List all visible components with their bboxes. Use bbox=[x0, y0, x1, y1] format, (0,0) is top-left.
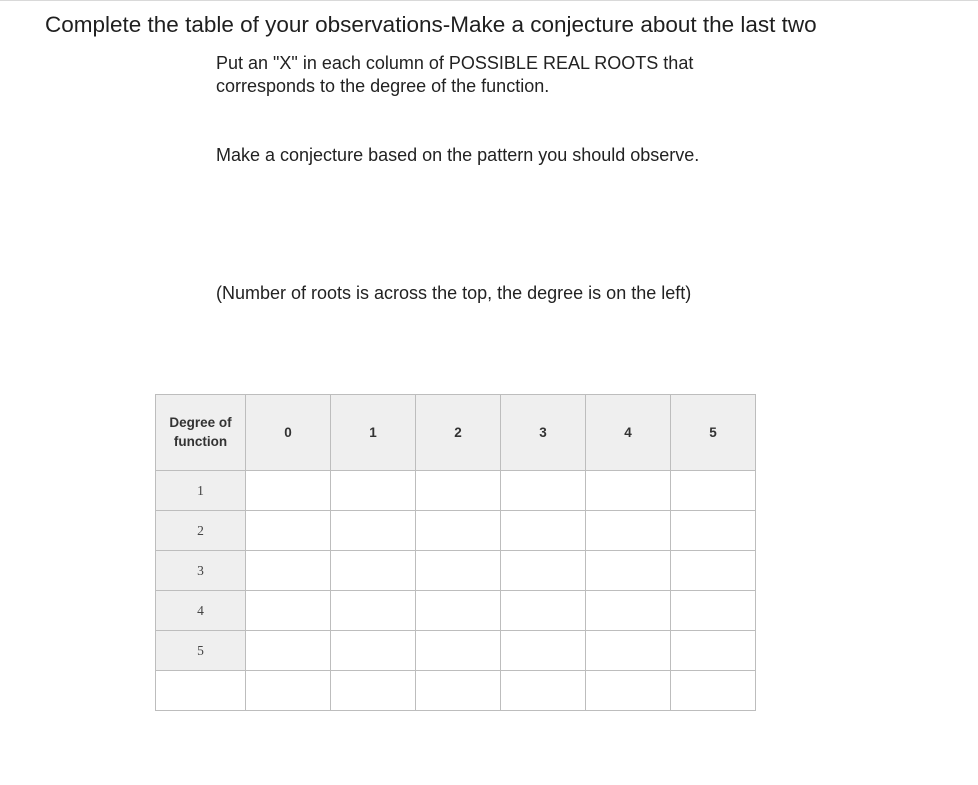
answer-cell[interactable] bbox=[416, 631, 501, 671]
answer-cell[interactable] bbox=[246, 631, 331, 671]
answer-cell[interactable] bbox=[501, 591, 586, 631]
degree-cell-empty[interactable] bbox=[156, 671, 246, 711]
answer-cell[interactable] bbox=[501, 671, 586, 711]
roots-header-2: 2 bbox=[416, 395, 501, 471]
table-row bbox=[156, 511, 756, 551]
answer-cell[interactable] bbox=[671, 551, 756, 591]
answer-cell[interactable] bbox=[586, 511, 671, 551]
answer-cell[interactable] bbox=[501, 551, 586, 591]
answer-cell[interactable] bbox=[586, 591, 671, 631]
answer-cell[interactable] bbox=[416, 471, 501, 511]
answer-cell[interactable] bbox=[671, 631, 756, 671]
answer-cell[interactable] bbox=[501, 511, 586, 551]
answer-cell[interactable] bbox=[331, 671, 416, 711]
instruction-conjecture: Make a conjecture based on the pattern you should observe. bbox=[216, 145, 700, 165]
answer-cell[interactable] bbox=[671, 671, 756, 711]
degree-header: Degree of function bbox=[156, 395, 246, 471]
roots-header-1: 1 bbox=[331, 395, 416, 471]
answer-cell[interactable] bbox=[331, 551, 416, 591]
answer-cell[interactable] bbox=[416, 551, 501, 591]
roots-header-0: 0 bbox=[246, 395, 331, 471]
answer-cell[interactable] bbox=[246, 551, 331, 591]
answer-cell[interactable] bbox=[416, 511, 501, 551]
roots-header-3: 3 bbox=[501, 395, 586, 471]
answer-cell[interactable] bbox=[331, 471, 416, 511]
degree-cell: 1 bbox=[156, 471, 246, 511]
answer-cell[interactable] bbox=[586, 471, 671, 511]
observation-table bbox=[155, 394, 756, 711]
answer-cell[interactable] bbox=[416, 591, 501, 631]
answer-cell[interactable] bbox=[671, 591, 756, 631]
top-divider bbox=[0, 0, 978, 1]
answer-cell[interactable] bbox=[671, 511, 756, 551]
degree-cell: 4 bbox=[156, 591, 246, 631]
answer-cell[interactable] bbox=[586, 671, 671, 711]
instruction-mark-x: Put an "X" in each column of POSSIBLE REAL ROOTS that corresponds to the degree of the function. bbox=[216, 53, 694, 96]
roots-header-4: 4 bbox=[586, 395, 671, 471]
table-row bbox=[156, 471, 756, 511]
table-row bbox=[156, 631, 756, 671]
answer-cell[interactable] bbox=[331, 511, 416, 551]
table-header-row bbox=[156, 395, 756, 471]
table-row bbox=[156, 551, 756, 591]
answer-cell[interactable] bbox=[246, 591, 331, 631]
answer-cell[interactable] bbox=[586, 551, 671, 591]
answer-cell[interactable] bbox=[501, 471, 586, 511]
answer-cell[interactable] bbox=[246, 471, 331, 511]
answer-cell[interactable] bbox=[246, 671, 331, 711]
table-row bbox=[156, 591, 756, 631]
degree-cell: 5 bbox=[156, 631, 246, 671]
degree-cell: 2 bbox=[156, 511, 246, 551]
answer-cell[interactable] bbox=[246, 511, 331, 551]
page-title: Complete the table of your observations-Make a conjecture about the last two bbox=[45, 12, 817, 37]
answer-cell[interactable] bbox=[331, 631, 416, 671]
roots-header-5: 5 bbox=[671, 395, 756, 471]
degree-cell: 3 bbox=[156, 551, 246, 591]
answer-cell[interactable] bbox=[416, 671, 501, 711]
answer-cell[interactable] bbox=[586, 631, 671, 671]
answer-cell[interactable] bbox=[671, 471, 756, 511]
table-row bbox=[156, 671, 756, 711]
instruction-axes-note: (Number of roots is across the top, the degree is on the left) bbox=[216, 283, 692, 303]
answer-cell[interactable] bbox=[501, 631, 586, 671]
answer-cell[interactable] bbox=[331, 591, 416, 631]
